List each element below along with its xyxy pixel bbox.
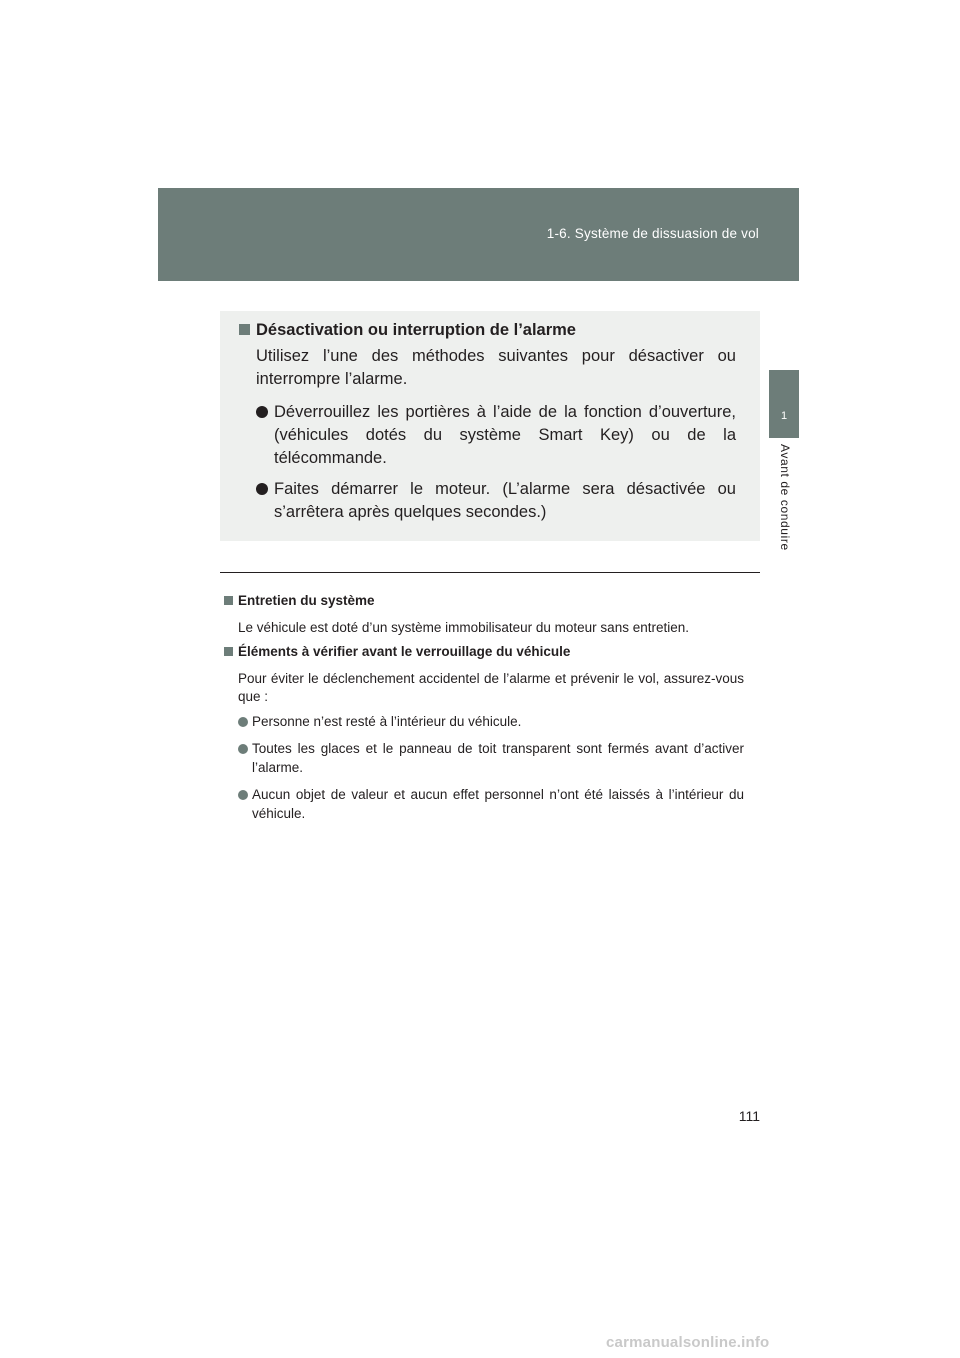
section-divider — [220, 572, 760, 573]
page-number: 111 — [738, 1108, 760, 1124]
round-bullet-icon — [256, 483, 268, 495]
note-list-item-text: Aucun objet de valeur et aucun effet personnel n’ont été laissés à l’intérieur du véhicule. — [252, 787, 744, 821]
note-text-maintenance: Le véhicule est doté d’un système immobilisateur du moteur sans entretien. — [238, 620, 689, 635]
square-bullet-icon — [224, 647, 233, 656]
chapter-number: 1 — [780, 410, 788, 422]
note-heading-checks — [224, 644, 570, 659]
note-list-item-text: Personne n’est resté à l’intérieur du véhicule. — [252, 714, 522, 729]
note-list-item — [238, 786, 744, 823]
box-list-item — [256, 478, 736, 524]
round-bullet-icon — [238, 744, 248, 754]
box-list-item-text: Déverrouillez les portières à l’aide de la fonction d’ouverture, (véhicules dotés du système Smart Key) ou de la télécommande. — [274, 403, 736, 467]
watermark: carmanualsonline.info — [606, 1334, 770, 1351]
round-bullet-icon — [256, 406, 268, 418]
note-heading-maintenance — [224, 593, 375, 608]
chapter-label: Avant de conduire — [778, 444, 792, 551]
note-list-item — [238, 740, 744, 777]
note-text-checks-intro: Pour éviter le déclenchement accidentel de l’alarme et prévenir le vol, assurez-vous que : — [238, 671, 744, 704]
section-title: 1-6. Système de dissuasion de vol — [546, 226, 759, 241]
square-bullet-icon — [239, 324, 250, 335]
box-list-item-text: Faites démarrer le moteur. (L’alarme sera désactivée ou s’arrêtera après quelques secondes.) — [274, 480, 736, 521]
box-heading — [239, 321, 576, 340]
note-list-item — [238, 713, 744, 732]
note-heading-text: Éléments à vérifier avant le verrouillage du véhicule — [238, 644, 571, 659]
square-bullet-icon — [224, 596, 233, 605]
box-list-item — [256, 401, 736, 470]
box-intro-text: Utilisez l’une des méthodes suivantes pour désactiver ou interrompre l’alarme. — [256, 347, 736, 388]
round-bullet-icon — [238, 790, 248, 800]
round-bullet-icon — [238, 717, 248, 727]
chapter-tab — [769, 370, 799, 438]
alarm-deactivation-box — [220, 311, 760, 541]
section-header-band — [158, 188, 799, 281]
note-list-item-text: Toutes les glaces et le panneau de toit transparent sont fermés avant d’activer l’alarme. — [252, 741, 744, 775]
box-heading-text: Désactivation ou interruption de l’alarme — [256, 321, 576, 339]
note-heading-text: Entretien du système — [238, 593, 375, 608]
